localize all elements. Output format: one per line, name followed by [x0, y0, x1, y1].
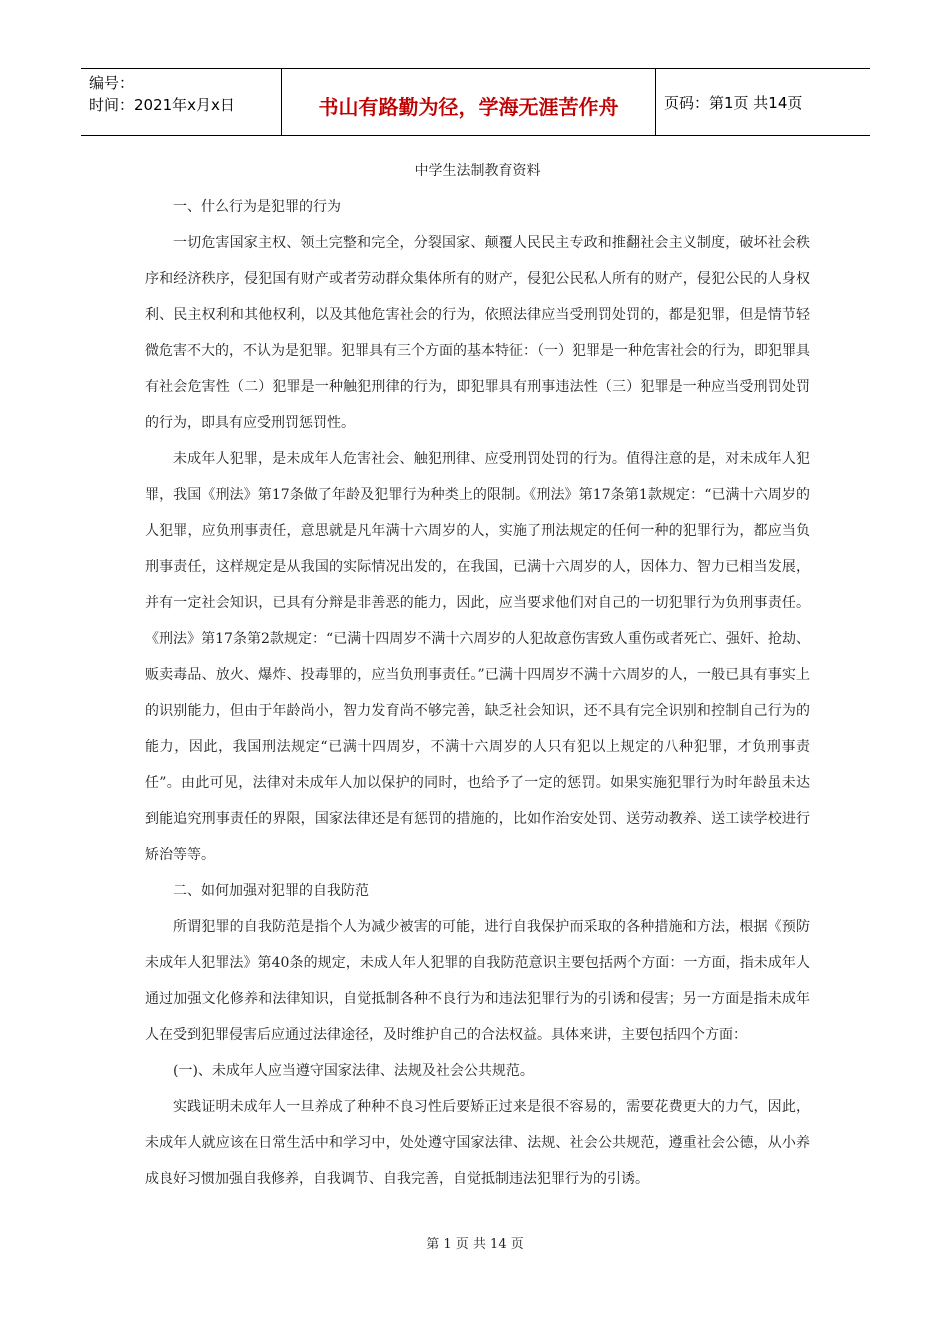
section-heading-1: 一、什么行为是犯罪的行为 — [173, 199, 341, 215]
header-page-info: 页码：第1页 共14页 — [664, 93, 803, 112]
paragraph-obey-law: 实践证明未成年人一旦养成了种种不良习性后要矫正过来是很不容易的，需要花费更大的力气，因此，未成年人就应该在日常生活中和学习中，处处遵守国家法律、法规、社会公共规范，遵重社会公德，从小养成良好习惯加强自我修养，自我调节、自我完善，自觉抵制违法犯罪行为的引诱。 — [145, 1099, 810, 1187]
section-heading-2: 二、如何加强对犯罪的自我防范 — [173, 883, 369, 899]
subsection-heading-1: (一)、未成年人应当遵守国家法律、法规及社会公共规范。 — [173, 1063, 534, 1079]
header-motto: 书山有路勤为径，学海无涯苦作舟 — [282, 69, 656, 135]
paragraph-definition: 一切危害国家主权、领土完整和完全，分裂国家、颠覆人民民主专政和推翻社会主义制度，破坏社会秩序和经济秩序，侵犯国有财产或者劳动群众集体所有的财产，侵犯公民私人所有的财产，侵犯公民的人身权利、民主权利和其他权利，以及其他危害社会的行为，依照法律应当受刑罚处罚的，都是犯罪，但是情节轻微危害不大的，不认为是犯罪。犯罪具有三个方面的基本特征：（一）犯罪是一种危害社会的行为，即犯罪具有社会危害性（二）犯罪是一种触犯刑律的行为，即犯罪具有刑事违法性（三）犯罪是一种应当受刑罚处罚的行为，即具有应受刑罚惩罚性。 — [145, 235, 810, 431]
paragraph-juvenile-crime: 未成年人犯罪，是未成年人危害社会、触犯刑律、应受刑罚处罚的行为。值得注意的是，对未成年人犯罪，我国《刑法》第17条做了年龄及犯罪行为种类上的限制。《刑法》第17条第1款规定：“已满十六周岁的人犯罪，应负刑事责任，意思就是凡年满十六周岁的人，实施了刑法规定的任何一种的犯罪行为，都应当负刑事责任，这样规定是从我国的实际情况出发的，在我国，已满十六周岁的人，因体力、智力已相当发展，并有一定社会知识，已具有分辩是非善恶的能力，因此，应当要求他们对自己的一切犯罪行为负刑事责任。《刑法》第17条第2款规定：“已满十四周岁不满十六周岁的人犯故意伤害致人重伤或者死亡、强奸、抢劫、贩卖毒品、放火、爆炸、投毒罪的，应当负刑事责任。”已满十四周岁不满十六周岁的人，一般已具有事实上的识别能力，但由于年龄尚小，智力发育尚不够完善，缺乏社会知识，还不具有完全识别和控制自己行为的能力，因此，我国刑法规定“已满十四周岁，不满十六周岁的人只有犯以上规定的八种犯罪，才负刑事责任”。由此可见，法律对未成年人加以保护的同时，也给予了一定的惩罚。如果实施犯罪行为时年龄虽未达到能追究刑事责任的界限，国家法律还是有惩罚的措施的，比如作治安处罚、送劳动教养、送工读学校进行矫治等等。 — [145, 451, 810, 863]
page-footer: 第 1 页 共 14 页 — [426, 1237, 524, 1252]
document-body — [145, 153, 810, 1197]
header-meta — [81, 69, 282, 135]
time-label: 时间：2021年x月x日 — [89, 96, 235, 114]
page-header — [81, 68, 870, 136]
number-label: 编号： — [89, 74, 135, 92]
paragraph-self-prevention: 所谓犯罪的自我防范是指个人为减少被害的可能，进行自我保护而采取的各种措施和方法，根据《预防未成年人犯罪法》第40条的规定，未成人年人犯罪的自我防范意识主要包括两个方面：一方面，指未成年人通过加强文化修养和法律知识，自觉抵制各种不良行为和违法犯罪行为的引诱和侵害；另一方面是指未成年人在受到犯罪侵害后应通过法律途径，及时维护自己的合法权益。具体来讲，主要包括四个方面： — [145, 919, 810, 1043]
document-title: 中学生法制教育资料 — [414, 163, 541, 179]
